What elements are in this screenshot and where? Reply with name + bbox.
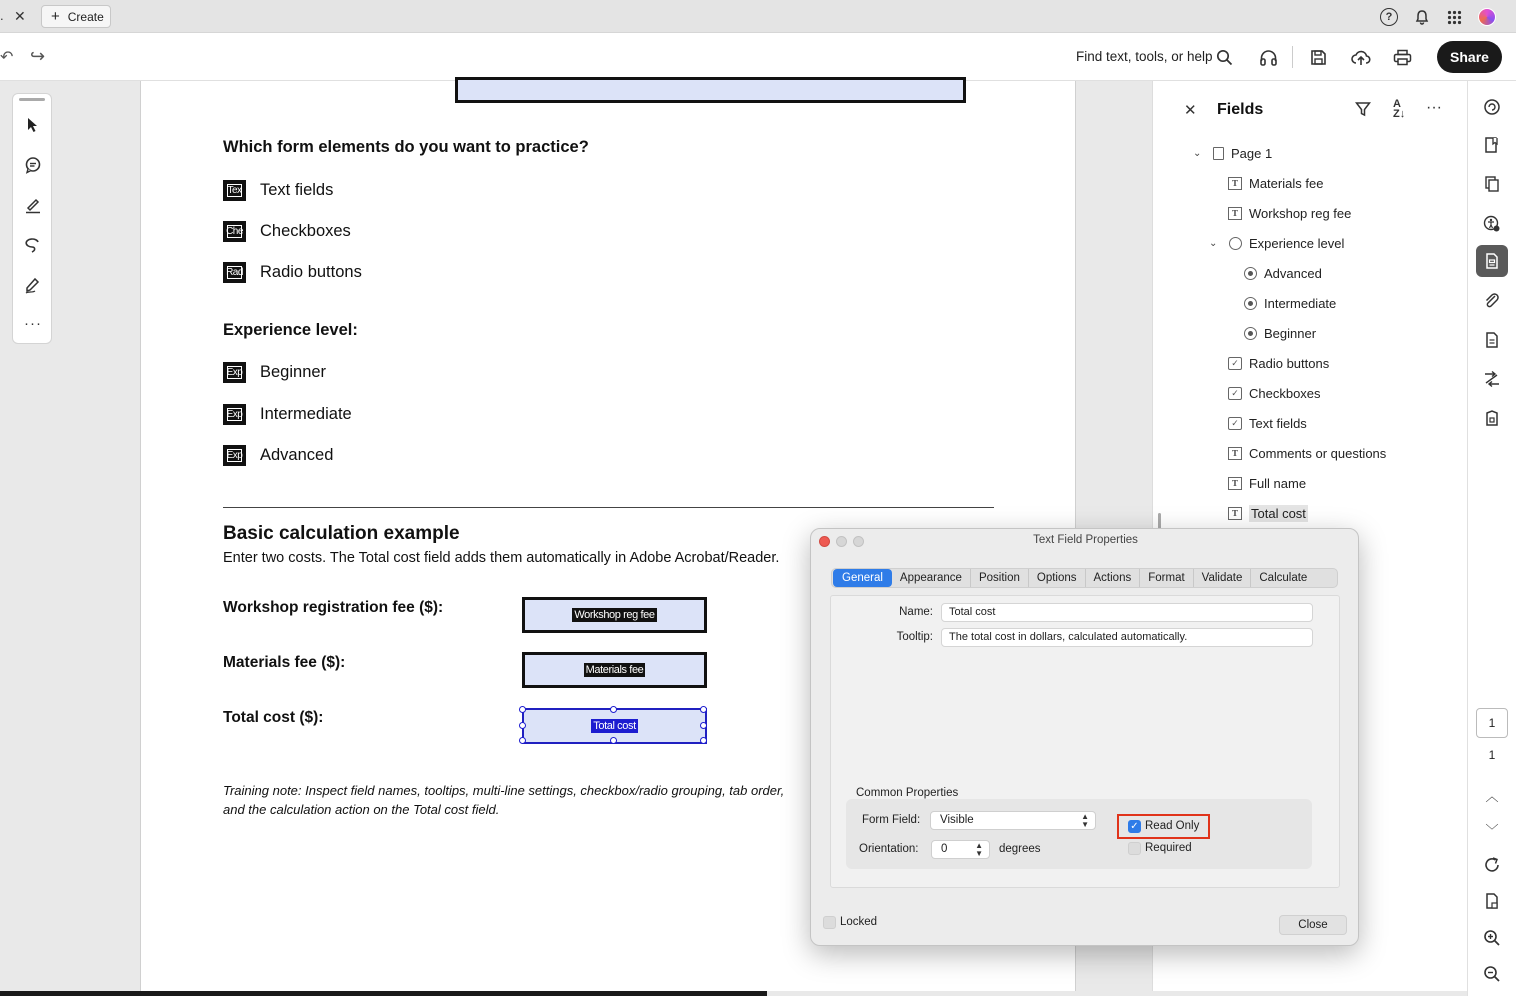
training-note: Training note: Inspect field names, tooltips, multi-line settings, checkbox/radio grouping, tab order, and the calculation action on the Total cost field. (223, 783, 785, 817)
checkbox-icon: ✓ (1228, 417, 1242, 430)
plus-icon: + (51, 8, 60, 25)
find-tools-search[interactable]: Find text, tools, or help (1076, 49, 1213, 64)
help-icon[interactable]: ? (1380, 8, 1398, 26)
upload-cloud-icon[interactable] (1349, 45, 1373, 69)
panel-title: Fields (1217, 101, 1264, 118)
checkbox-field[interactable]: Rad (223, 262, 246, 283)
option-label: Radio buttons (260, 262, 362, 281)
radio-button-icon (1244, 267, 1257, 280)
option-label: Advanced (260, 445, 334, 464)
tree-label: Advanced (1264, 265, 1322, 281)
locked-checkbox[interactable] (823, 916, 836, 929)
toolbar-divider (1292, 46, 1293, 68)
total-cost-field[interactable]: Total cost (522, 708, 707, 744)
tab-validate[interactable]: Validate (1194, 569, 1252, 587)
practice-option-text-fields[interactable] (223, 179, 333, 201)
attachment-icon[interactable] (1480, 289, 1504, 313)
materials-label: Materials fee ($): (223, 654, 346, 671)
chevron-up-icon[interactable]: ︿ (1485, 788, 1499, 804)
radio-button-icon (1244, 297, 1257, 310)
compare-icon[interactable] (1480, 367, 1504, 391)
tab-bar (0, 0, 1516, 33)
text-field-icon: T (1228, 177, 1242, 190)
name-input[interactable]: Total cost (941, 603, 1313, 622)
apps-grid-icon[interactable] (1444, 7, 1464, 27)
pages-icon[interactable] (1480, 172, 1504, 196)
main-toolbar (0, 33, 1516, 81)
radio-field[interactable]: Exp (223, 362, 246, 383)
checkbox-field[interactable]: Tex (223, 180, 246, 201)
tree-item-checkboxes[interactable] (1228, 382, 1321, 404)
tree-label: Comments or questions (1249, 445, 1387, 461)
dialog-tabs (831, 568, 1338, 588)
fit-page-icon[interactable] (1480, 889, 1504, 913)
tree-item-intermediate[interactable] (1244, 292, 1336, 314)
option-label: Checkboxes (260, 221, 351, 240)
protect-icon[interactable] (1480, 406, 1504, 430)
filter-icon[interactable] (1355, 101, 1371, 121)
page-total: 1 (1488, 748, 1496, 762)
create-label: Create (67, 9, 104, 24)
zoom-out-icon[interactable] (1480, 962, 1504, 986)
orientation-label: Orientation: (859, 843, 919, 855)
page-icon (1213, 147, 1224, 160)
prepare-form-icon[interactable] (1480, 249, 1504, 273)
option-label: Text fields (260, 180, 334, 199)
practice-heading: Which form elements do you want to practice? (223, 138, 589, 156)
tab-format[interactable]: Format (1140, 569, 1193, 587)
name-label: Name: (899, 606, 933, 618)
tree-page-1[interactable] (1193, 142, 1272, 164)
form-field-select[interactable] (930, 811, 1096, 830)
resize-handle[interactable] (519, 722, 526, 729)
radio-field[interactable]: Exp (223, 445, 246, 466)
more-tools-icon[interactable]: ··· (24, 314, 42, 332)
tree-label: Page 1 (1231, 145, 1273, 161)
avatar[interactable] (1478, 8, 1496, 26)
redo-icon[interactable]: ↪ (30, 46, 46, 66)
create-button[interactable] (41, 5, 111, 28)
zoom-in-icon[interactable] (1480, 926, 1504, 950)
calc-description: Enter two costs. The Total cost field adds them automatically in Adobe Acrobat/Reader. (223, 550, 780, 566)
text-field-icon: T (1228, 207, 1242, 220)
left-tool-rail (12, 93, 52, 344)
experience-option-advanced[interactable] (223, 444, 333, 466)
tree-label: Beginner (1264, 325, 1317, 341)
form-field-label: Form Field: (862, 814, 921, 826)
highlight-pen-icon[interactable] (21, 193, 45, 217)
comment-icon[interactable] (21, 153, 45, 177)
tooltip-label: Tooltip: (896, 631, 933, 643)
radio-group-icon (1229, 237, 1242, 250)
save-icon[interactable] (1306, 45, 1330, 69)
workshop-label: Workshop registration fee ($): (223, 599, 444, 616)
checkbox-icon: ✓ (1228, 357, 1242, 370)
checkbox-icon: ✓ (1228, 387, 1242, 400)
print-icon[interactable] (1390, 45, 1414, 69)
tab-appearance[interactable]: Appearance (892, 569, 971, 587)
sign-icon[interactable] (21, 273, 45, 297)
read-aloud-icon[interactable] (1256, 45, 1280, 69)
read-only-label: Read Only (1145, 820, 1200, 832)
stepper-arrows-icon: ▲ ▼ (1081, 812, 1089, 829)
tree-item-experience-level[interactable] (1209, 232, 1344, 254)
dialog-title: Text Field Properties (1033, 534, 1138, 546)
read-only-highlight (1117, 814, 1210, 839)
tree-item-radio-buttons[interactable] (1228, 352, 1329, 374)
section-divider (223, 507, 994, 508)
experience-option-beginner[interactable] (223, 361, 326, 383)
close-tab-icon[interactable]: ✕ (14, 8, 26, 24)
total-label: Total cost ($): (223, 709, 324, 726)
select-value: Visible (940, 814, 974, 826)
taskbar-strip (0, 991, 767, 996)
tree-label: Checkboxes (1249, 385, 1321, 401)
tree-item-workshop-reg-fee[interactable] (1228, 202, 1351, 224)
chevron-down-icon[interactable]: ﹀ (1485, 822, 1499, 838)
bell-icon[interactable] (1412, 7, 1432, 27)
common-properties-group (846, 799, 1312, 869)
tree-label: Materials fee (1249, 175, 1324, 191)
form-field-top[interactable] (455, 77, 966, 103)
ai-assistant-icon[interactable] (1480, 95, 1504, 119)
tab-options[interactable]: Options (1029, 569, 1086, 587)
radio-field[interactable]: Exp (223, 404, 246, 425)
tree-label: Text fields (1249, 415, 1307, 431)
text-field-properties-dialog (810, 528, 1359, 946)
degrees-label: degrees (999, 843, 1041, 855)
resize-handle[interactable] (700, 737, 707, 744)
text-field-icon: T (1228, 507, 1242, 520)
required-checkbox[interactable] (1128, 842, 1141, 855)
tree-item-beginner[interactable] (1244, 322, 1316, 344)
chevron-down-icon[interactable]: ⌄ (1193, 147, 1202, 159)
tree-label: Radio buttons (1249, 355, 1330, 371)
tree-item-total-cost[interactable] (1228, 502, 1308, 524)
practice-option-radio-buttons[interactable] (223, 261, 362, 283)
select-value: 0 (941, 843, 948, 855)
undo-icon[interactable]: ↶ (0, 49, 14, 66)
tree-label: Full name (1249, 475, 1307, 491)
draw-freehand-icon[interactable] (21, 233, 45, 257)
tree-label: Intermediate (1264, 295, 1337, 311)
text-field-icon: T (1228, 447, 1242, 460)
select-arrow-icon[interactable] (21, 113, 45, 137)
close-panel-icon[interactable]: ✕ (1184, 102, 1197, 119)
option-label: Beginner (260, 362, 327, 381)
tooltip-input[interactable]: The total cost in dollars, calculated automatically. (941, 628, 1313, 647)
accessibility-icon[interactable] (1480, 212, 1504, 236)
read-only-checkbox[interactable]: ✓ (1128, 820, 1141, 833)
tab-actions[interactable]: Actions (1086, 569, 1141, 587)
checkbox-field[interactable]: Che (223, 221, 246, 242)
text-field-icon: T (1228, 477, 1242, 490)
share-button[interactable]: Share (1437, 41, 1502, 73)
workshop-fee-field[interactable]: Workshop reg fee (522, 597, 707, 633)
experience-option-intermediate[interactable] (223, 403, 352, 425)
option-label: Intermediate (260, 404, 352, 423)
tab-calculate[interactable]: Calculate (1259, 572, 1308, 584)
chevron-down-icon[interactable]: ⌄ (1209, 237, 1218, 249)
document-icon[interactable] (1480, 328, 1504, 352)
right-icon-rail (1467, 81, 1516, 996)
orientation-select[interactable] (931, 840, 990, 859)
resize-handle[interactable] (610, 706, 617, 713)
tab-general[interactable]: General (833, 569, 892, 587)
close-button[interactable]: Close (1279, 915, 1347, 935)
tree-label: Experience level (1249, 235, 1345, 251)
required-label: Required (1145, 842, 1192, 854)
resize-handle[interactable] (700, 706, 707, 713)
tree-item-comments[interactable] (1228, 442, 1386, 464)
more-options-icon[interactable]: ··· (1426, 99, 1442, 116)
tree-item-advanced[interactable] (1244, 262, 1322, 284)
resize-handle[interactable] (519, 737, 526, 744)
tab-title[interactable]: . (0, 8, 4, 23)
search-icon[interactable] (1212, 45, 1236, 69)
sort-az-icon[interactable]: A Z↓ (1393, 98, 1406, 120)
drag-handle[interactable] (19, 98, 45, 101)
tree-item-text-fields[interactable] (1228, 412, 1307, 434)
resize-handle[interactable] (610, 737, 617, 744)
tree-label: Workshop reg fee (1249, 205, 1352, 221)
common-properties-label: Common Properties (856, 787, 959, 799)
practice-option-checkboxes[interactable] (223, 220, 351, 242)
refresh-icon[interactable] (1480, 853, 1504, 877)
experience-heading: Experience level: (223, 321, 358, 339)
bookmark-icon[interactable] (1480, 133, 1504, 157)
calc-title: Basic calculation example (223, 523, 460, 544)
page-number-input[interactable]: 1 (1476, 708, 1508, 738)
tree-item-full-name[interactable] (1228, 472, 1306, 494)
tree-label: Total cost (1251, 505, 1306, 521)
radio-button-icon (1244, 327, 1257, 340)
resize-handle[interactable] (700, 722, 707, 729)
tab-position[interactable]: Position (971, 569, 1029, 587)
stepper-arrows-icon: ▲ ▼ (975, 841, 983, 858)
general-tab-panel (830, 595, 1340, 888)
locked-label: Locked (840, 916, 878, 928)
materials-fee-field[interactable]: Materials fee (522, 652, 707, 688)
resize-handle[interactable] (519, 706, 526, 713)
tree-item-materials-fee[interactable] (1228, 172, 1323, 194)
